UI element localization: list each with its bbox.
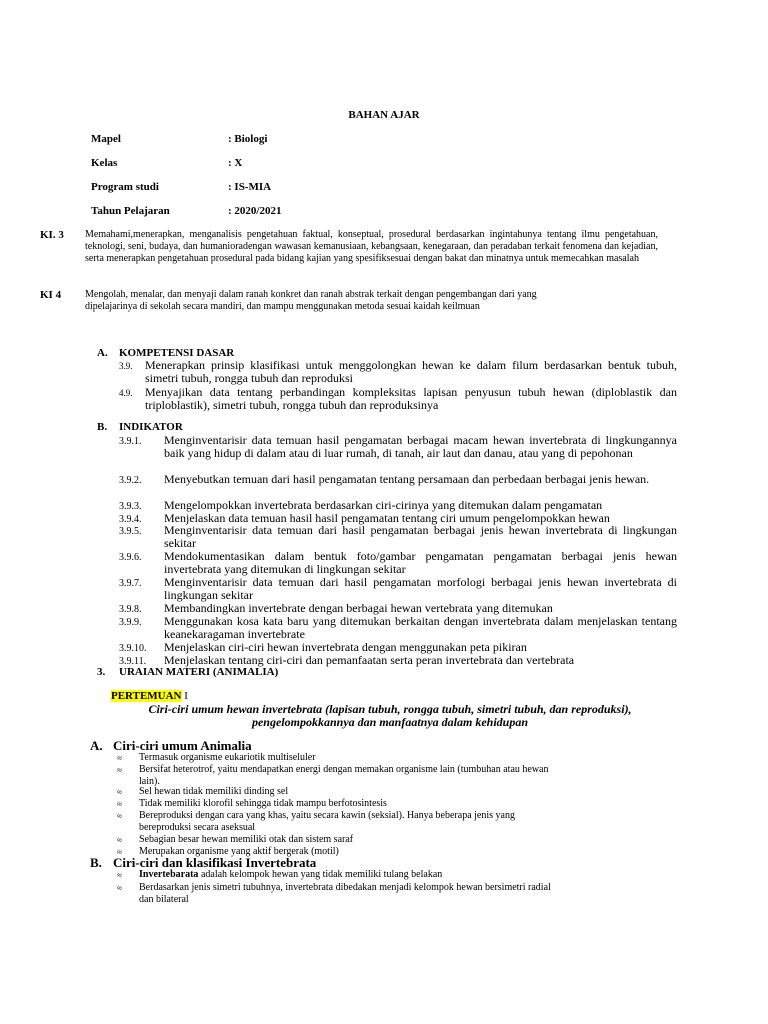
kd-item <box>119 386 677 412</box>
meta-value: : 2020/2021 <box>228 205 282 217</box>
indikator-text: Membandingkan invertebrate dengan berbagai hewan vertebrata yang ditemukan <box>164 601 553 615</box>
indikator-number: 3.9.9. <box>119 617 142 628</box>
section-title: KOMPETENSI DASAR <box>119 347 235 359</box>
list-item-text: Sel hewan tidak memiliki dinding sel <box>139 786 289 797</box>
indikator-item <box>119 473 677 486</box>
meta-label: Tahun Pelajaran <box>91 205 170 217</box>
section-title: INDIKATOR <box>119 421 183 433</box>
indikator-number: 3.9.6. <box>119 552 142 563</box>
list-item-text: Sebagian besar hewan memiliki otak dan sistem saraf <box>139 834 354 845</box>
indikator-item <box>119 434 677 460</box>
list-item <box>117 810 677 834</box>
list-item-text <box>139 882 677 906</box>
bullet-icon: ≈ <box>117 811 122 821</box>
list-item-text-line: bereproduksi secara aseksual <box>139 822 256 833</box>
section-letter: A. <box>97 347 108 359</box>
bullet-icon: ≈ <box>117 883 122 893</box>
meta-label: Kelas <box>91 157 118 169</box>
bullet-icon: ≈ <box>117 799 122 809</box>
list-item <box>117 834 677 846</box>
list-item <box>117 764 677 788</box>
list-item <box>117 798 677 810</box>
list-item <box>117 752 677 764</box>
list-item-text <box>139 869 677 881</box>
indikator-number: 3.9.8. <box>119 604 142 615</box>
term-definition: adalah kelompok hewan yang tidak memiliki tulang belakan <box>198 869 443 880</box>
indikator-item <box>119 524 677 550</box>
document-title: BAHAN AJAR <box>348 109 420 121</box>
kd-number: 3.9. <box>119 361 133 371</box>
kd-item <box>119 359 677 385</box>
section-title: URAIAN MATERI (ANIMALIA) <box>119 666 279 678</box>
indikator-text: Menggunakan kosa kata baru yang ditemukan berkaitan dengan invertebrata dalam menjelaskan tentang keanekaragaman invertebrate <box>164 614 677 641</box>
meta-value: : IS-MIA <box>228 181 272 193</box>
meta-value: : Biologi <box>228 133 268 145</box>
bullet-icon: ≈ <box>117 753 122 763</box>
section-uraian-materi-heading <box>97 666 278 678</box>
list-item-text-line: dan bilateral <box>139 894 189 905</box>
part-title: Ciri-ciri dan klasifikasi Invertebrata <box>113 855 317 870</box>
indikator-item <box>119 576 677 602</box>
term-bold: Invertebarata <box>139 869 199 880</box>
part-letter: A. <box>90 738 103 753</box>
indikator-number: 3.9.7. <box>119 578 142 589</box>
indikator-item <box>119 615 677 641</box>
meta-label: Program studi <box>91 181 159 193</box>
ki4-text-line: Mengolah, menalar, dan menyaji dalam ranah konkret dan ranah abstrak terkait dengan pengembangan dari yang <box>85 289 537 300</box>
list-item-text <box>139 810 677 834</box>
list-item-text-line: Bereproduksi dengan cara yang khas, yaitu secara kawin (seksial). Hanya beberapa jenis yang <box>139 810 515 821</box>
pertemuan-number: I <box>184 690 188 702</box>
indikator-text: Menginventarisir data temuan hasil pengamatan berbagai macam hewan invertebrata di lingkungannya baik yang hidup di dalam atau di luar rumah, di tanah, air laut dan danau, atau yang di pepohonan <box>164 433 677 460</box>
bullet-icon: ≈ <box>117 847 122 857</box>
meta-label: Mapel <box>91 133 121 145</box>
ki3-label: KI. 3 <box>40 229 64 241</box>
indikator-text: Menginventarisir data temuan dari hasil pengamatan berbagai jenis hewan invertebrata di lingkungan sekitar <box>164 523 677 550</box>
indikator-number: 3.9.11. <box>119 656 147 667</box>
indikator-number: 3.9.2. <box>119 475 142 486</box>
indikator-text: Mengelompokkan invertebrata berdasarkan ciri-cirinya yang ditemukan dalam pengamatan <box>164 498 603 512</box>
kd-text: Menyajikan data tentang perbandingan kompleksitas lapisan penyusun tubuh hewan (diploblastik dan triploblastik), simetri tubuh, rongga tubuh dan reproduksinya <box>145 385 677 412</box>
kd-text: Menerapkan prinsip klasifikasi untuk menggolongkan hewan ke dalam filum berdasarkan bentuk tubuh, simetri tubuh, rongga tubuh dan reproduksi <box>145 358 677 385</box>
indikator-number: 3.9.1. <box>119 436 142 447</box>
indikator-number: 3.9.4. <box>119 514 142 525</box>
bullet-icon: ≈ <box>117 765 122 775</box>
indikator-text: Menjelaskan data temuan hasil hasil pengamatan tentang ciri umum pengelompokkan hewan <box>164 511 610 525</box>
list-item <box>117 786 677 798</box>
list-item-text-line: Berdasarkan jenis simetri tubuhnya, invertebrata dibedakan menjadi kelompok hewan bersimetri radial <box>139 882 551 893</box>
indikator-number: 3.9.3. <box>119 501 142 512</box>
section-indikator-heading <box>97 421 183 433</box>
part-title: Ciri-ciri umum Animalia <box>113 738 252 753</box>
list-item <box>117 882 677 906</box>
indikator-text: Menginventarisir data temuan dari hasil pengamatan morfologi berbagai jenis hewan invertebrata di lingkungan sekitar <box>164 575 677 602</box>
bullet-icon: ≈ <box>117 870 122 880</box>
indikator-number: 3.9.5. <box>119 526 142 537</box>
indikator-text: Menjelaskan ciri-ciri hewan invertebrata dengan menggunakan peta pikiran <box>164 640 527 654</box>
ki3-text: Memahami,menerapkan, menganalisis pengetahuan faktual, konseptual, prosedural berdasarkan ingintahunya tentang ilmu pengetahuan, teknologi, seni, budaya, dan humanioradengan wawasan kemanusiaan, kebangsaan, kenegaraan, dan peradaban terkait fenomena dan kejadian, serta menerapkan pengetahuan prosedural pada bidang kajian yang spesifiksesuai dengan bakat dan minatnya untuk memecahkan masalah <box>85 229 658 264</box>
kd-number: 4.9. <box>119 388 133 398</box>
section-letter: B. <box>97 421 108 433</box>
ki4-label: KI 4 <box>40 289 62 301</box>
list-item-text: Tidak memiliki klorofil sehingga tidak mampu berfotosintesis <box>139 798 387 809</box>
indikator-text: Menjelaskan tentang ciri-ciri dan pemanfaatan serta peran invertebrata dan vertebrata <box>164 653 575 667</box>
pertemuan-label <box>111 690 188 702</box>
indikator-text: Mendokumentasikan dalam bentuk foto/gambar pengamatan pengamatan berbagai jenis hewan invertebrata yang ditemukan di lingkungan sekitar <box>164 549 677 576</box>
indikator-number: 3.9.10. <box>119 643 147 654</box>
section-letter: 3. <box>97 666 106 678</box>
indikator-item <box>119 550 677 576</box>
indikator-text: Menyebutkan temuan dari hasil pengamatan tentang persamaan dan perbedaan berbagai jenis hewan. <box>164 472 650 486</box>
pertemuan-highlight: PERTEMUAN <box>111 690 182 702</box>
bullet-icon: ≈ <box>117 835 122 845</box>
list-item <box>117 869 677 881</box>
part-letter: B. <box>90 855 102 870</box>
ki4-text <box>85 289 658 313</box>
meta-value: : X <box>228 157 243 169</box>
list-item-text <box>139 764 677 788</box>
materi-subtitle: Ciri-ciri umum hewan invertebrata (lapisan tubuh, rongga tubuh, simetri tubuh, dan reproduksi), pengelompokkannya dan manfaatnya dalam kehidupan <box>148 702 632 729</box>
list-item-text: Termasuk organisme eukariotik multiseluler <box>139 752 316 763</box>
bullet-icon: ≈ <box>117 787 122 797</box>
list-item-text-line: lain). <box>139 776 160 787</box>
list-item-text-line: Bersifat heterotrof, yaitu mendapatkan energi dengan memakan organisme lain (tumbuhan atau hewan <box>139 764 549 775</box>
ki4-text-line: dipelajarinya di sekolah secara mandiri, dan mampu menggunakan metoda sesuai kaidah keilmuan <box>85 301 480 312</box>
list-item-text: Merupakan organisme yang aktif bergerak (motil) <box>139 846 339 857</box>
